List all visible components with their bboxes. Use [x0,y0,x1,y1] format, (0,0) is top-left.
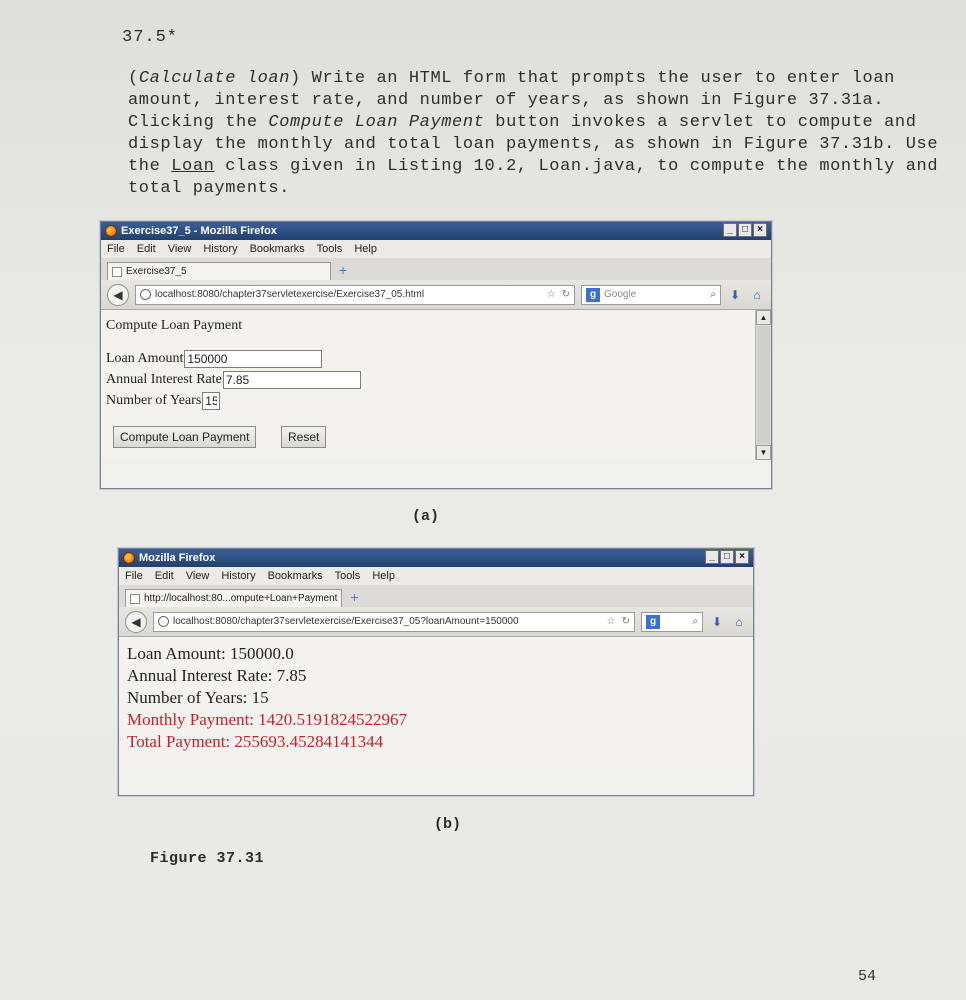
menu-help[interactable]: Help [372,570,395,582]
globe-icon [140,289,151,300]
loan-amount-row [106,350,322,368]
menu-edit[interactable]: Edit [136,243,156,255]
navigation-bar-b [119,607,753,637]
menu-bar-b [119,567,753,585]
caption-a: (a) [412,508,440,525]
menu-view[interactable]: View [185,570,210,582]
interest-rate-input[interactable] [223,371,361,389]
title-bar-a [101,222,771,240]
star-icon[interactable]: ☆ [606,616,616,627]
back-arrow-icon[interactable]: ◀ [107,284,129,306]
browser-window-a [100,221,772,489]
scroll-thumb[interactable] [757,326,770,444]
result-monthly-payment: Monthly Payment: 1420.5191824522967 [127,710,408,729]
menu-help[interactable]: Help [354,243,377,255]
menu-bookmarks[interactable]: Bookmarks [249,243,305,255]
search-box-a[interactable]: g Google ⌕ [581,285,721,305]
menu-file[interactable]: File [125,570,143,582]
maximize-button[interactable]: □ [738,223,752,237]
minimize-button[interactable]: _ [723,223,737,237]
tab-exercise37-5[interactable]: Exercise37_5 [107,262,331,280]
years-input[interactable] [202,392,220,410]
interest-rate-row [106,371,361,389]
close-button[interactable]: × [753,223,767,237]
download-icon[interactable]: ⬇ [711,614,723,629]
star-icon[interactable]: ☆ [546,289,556,300]
title-bar-b [119,549,753,567]
page-icon [130,594,140,604]
interest-rate-label: Annual Interest Rate [106,372,222,387]
url-bar-b[interactable] [153,612,635,632]
navigation-bar-a [101,280,771,310]
menu-file[interactable]: File [107,243,125,255]
window-title-b: Mozilla Firefox [139,552,216,564]
browser-window-b [118,548,754,796]
loan-class-reference: Loan [171,157,215,176]
firefox-icon [105,225,117,237]
exercise-number: 37.5* [122,28,179,47]
search-icon[interactable]: ⌕ [710,289,716,300]
menu-history[interactable]: History [221,570,256,582]
vertical-scrollbar[interactable] [755,310,771,460]
years-row [106,392,220,410]
tab-bar-b [119,585,753,607]
url-text-a: localhost:8080/chapter37servletexercise/Exercise37_05.html [155,289,425,300]
reload-icon[interactable]: ↻ [561,289,570,300]
globe-icon [158,616,169,627]
scroll-down-icon[interactable]: ▼ [756,445,771,460]
search-box-b[interactable] [641,612,703,632]
page-icon [112,267,122,277]
years-label: Number of Years [106,393,202,408]
scroll-up-icon[interactable]: ▲ [756,310,771,325]
menu-tools[interactable]: Tools [334,570,361,582]
form-title: Compute Loan Payment [106,318,243,333]
menu-bar-a [101,240,771,258]
back-arrow-icon[interactable]: ◀ [125,611,147,633]
google-icon: g [586,288,600,302]
close-button[interactable]: × [735,550,749,564]
exercise-description: (Calculate loan) Write an HTML form that prompts the user to enter loan amount, interest rate, and number of years, as shown in Figure 37.31a. Clicking the Compute Loan Payment button invokes a servlet to compute and display the monthly and total loan payments, as shown in Figure 37.31b. Use the Loan class given in Listing 10.2, Loan.java, to compute the monthly and total payments. [128,69,939,198]
result-interest-rate: Annual Interest Rate: 7.85 [127,666,307,685]
home-icon[interactable]: ⌂ [753,287,761,302]
page-content-b [119,637,753,777]
window-title-a: Exercise37_5 - Mozilla Firefox [121,225,277,237]
tab-bar-a [101,258,771,280]
reload-icon[interactable]: ↻ [621,616,630,627]
menu-tools[interactable]: Tools [316,243,343,255]
menu-bookmarks[interactable]: Bookmarks [267,570,323,582]
minimize-button[interactable]: _ [705,550,719,564]
google-icon: g [646,615,660,629]
loan-amount-input[interactable] [184,350,322,368]
page-number: 54 [858,968,877,985]
url-bar-a[interactable] [135,285,575,305]
maximize-button[interactable]: □ [720,550,734,564]
caption-b: (b) [434,816,462,833]
download-icon[interactable]: ⬇ [729,287,741,302]
home-icon[interactable]: ⌂ [735,614,743,629]
result-loan-amount: Loan Amount: 150000.0 [127,644,294,663]
url-text-b: localhost:8080/chapter37servletexercise/Exercise37_05?loanAmount=150000 [173,616,519,627]
result-total-payment: Total Payment: 255693.45284141344 [127,732,384,751]
tab-results[interactable]: http://localhost:80...ompute+Loan+Payment [125,589,342,607]
loan-amount-label: Loan Amount [106,351,184,366]
new-tab-icon[interactable]: + [350,589,359,605]
search-icon[interactable]: ⌕ [692,616,698,627]
button-reference: Compute Loan Payment [268,113,485,132]
page-content-a [101,310,771,460]
menu-history[interactable]: History [203,243,238,255]
new-tab-icon[interactable]: + [338,262,348,278]
exercise-title: Calculate loan [138,69,291,88]
compute-loan-payment-button[interactable]: Compute Loan Payment [113,426,256,448]
reset-button[interactable]: Reset [281,426,326,448]
figure-label: Figure 37.31 [150,850,265,867]
menu-edit[interactable]: Edit [154,570,174,582]
result-years: Number of Years: 15 [127,688,269,707]
menu-view[interactable]: View [167,243,192,255]
firefox-icon [123,552,135,564]
